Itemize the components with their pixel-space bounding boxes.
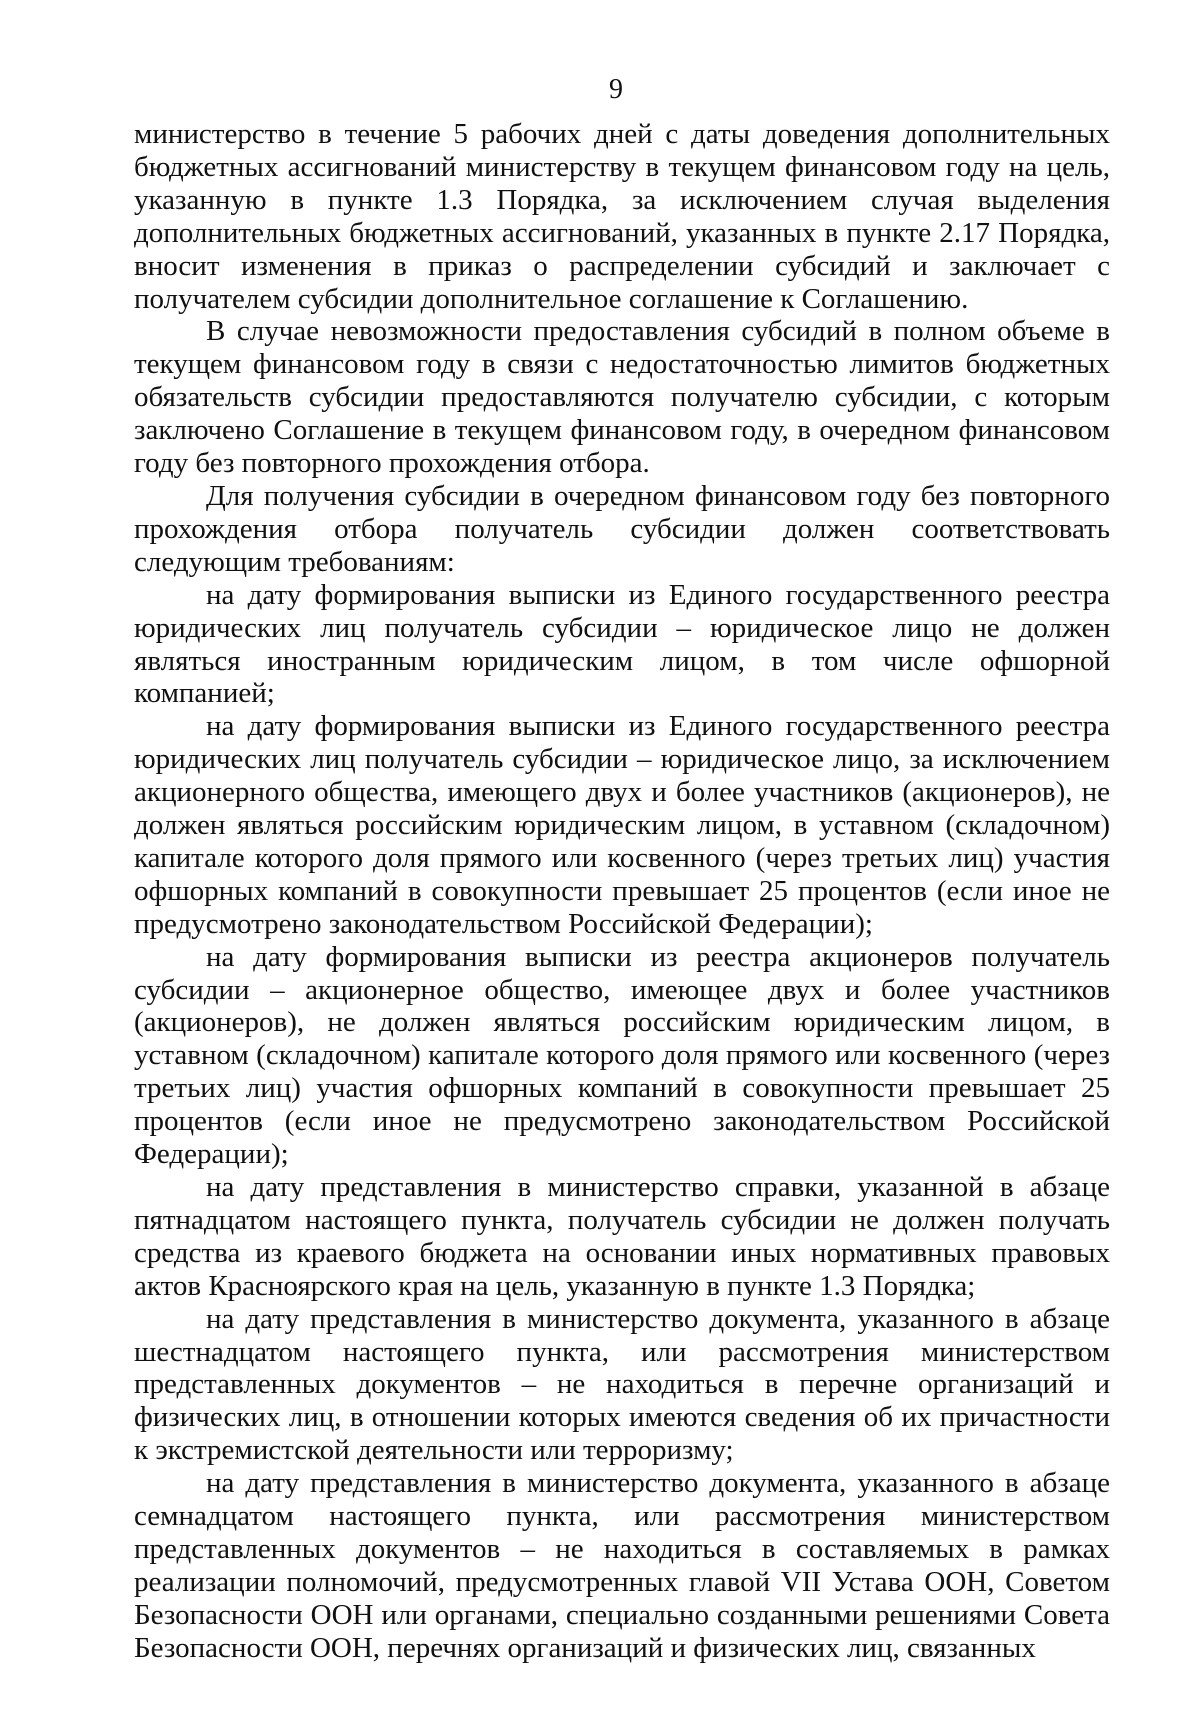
paragraph-7: на дату представления в министерство справки, указанной в абзаце пятнадцатом настоящего пункта, получатель субсидии не должен получать средства из краевого бюджета на основании иных нормативных правовых актов Красноярского края на цель, указанную в пункте 1.3 Порядка; [134,1171,1110,1302]
paragraph-5: на дату формирования выписки из Единого государственного реестра юридических лиц получатель субсидии – юридическое лицо, за исключением акционерного общества, имеющего двух и более участников (акционеров), не должен являться российским юридическим лицом, в уставном (складочном) капитале которого доля прямого или косвенного (через третьих лиц) участия офшорных компаний в совокупности превышает 25 процентов (если иное не предусмотрено законодательством Российской Федерации); [134,710,1110,940]
paragraph-6: на дату формирования выписки из реестра акционеров получатель субсидии – акционерное общество, имеющее двух и более участников (акционеров), не должен являться российским юридическим лицом, в уставном (складочном) капитале которого доля прямого или косвенного (через третьих лиц) участия офшорных компаний в совокупности превышает 25 процентов (если иное не предусмотрено законодательством Российской Федерации); [134,940,1110,1171]
paragraph-2: В случае невозможности предоставления субсидий в полном объеме в текущем финансовом году в связи с недостаточностью лимитов бюджетных обязательств субсидии предоставляются получателю субсидии, с которым заключено Соглашение в текущем финансовом году, в очередном финансовом году без повторного прохождения отбора. [134,315,1110,480]
paragraph-8: на дату представления в министерство документа, указанного в абзаце шестнадцатом настоящего пункта, или рассмотрения министерством представленных документов – не находиться в перечне организаций и физических лиц, в отношении которых имеются сведения об их причастности к экстремистской деятельности или терроризму; [134,1302,1110,1467]
paragraph-1: министерство в течение 5 рабочих дней с даты доведения дополнительных бюджетных ассигнований министерству в текущем финансовом году на цель, указанную в пункте 1.3 Порядка, за исключением случая выделения дополнительных бюджетных ассигнований, указанных в пункте 2.17 Порядка, вносит изменения в приказ о распределении субсидий и заключает с получателем субсидии дополнительное соглашение к Соглашению. [134,118,1110,315]
page-number: 9 [609,74,623,105]
document-body [134,118,1110,1665]
paragraph-9: на дату представления в министерство документа, указанного в абзаце семнадцатом настоящего пункта, или рассмотрения министерством представленных документов – не находиться в составляемых в рамках реализации полномочий, предусмотренных главой VII Устава ООН, Советом Безопасности ООН или органами, специально созданными решениями Совета Безопасности ООН, перечнях организаций и физических лиц, связанных [134,1467,1110,1664]
paragraph-4: на дату формирования выписки из Единого государственного реестра юридических лиц получатель субсидии – юридическое лицо не должен являться иностранным юридическим лицом, в том числе офшорной компанией; [134,578,1110,710]
paragraph-3: Для получения субсидии в очередном финансовом году без повторного прохождения отбора получатель субсидии должен соответствовать следующим требованиям: [134,479,1110,578]
